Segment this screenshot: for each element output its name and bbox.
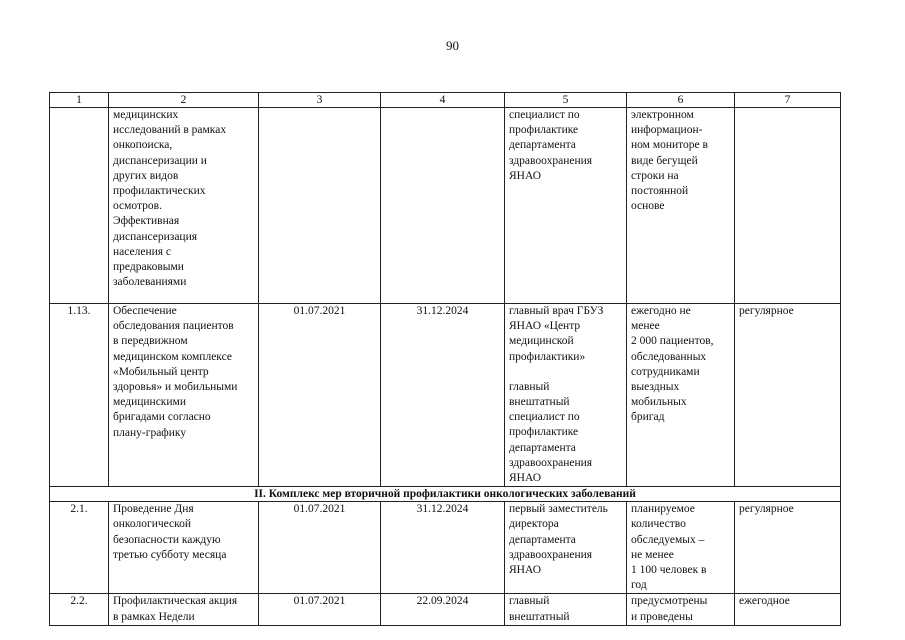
cell-number: 2.1. [50,502,109,594]
cell-end-date: 31.12.2024 [381,304,505,487]
section-row [50,487,841,502]
column-header: 1 [50,93,109,108]
table-row-continued [50,108,841,304]
cell-responsible: главный внештатный [505,594,627,626]
table-row-2-1 [50,502,841,594]
column-header: 2 [109,93,259,108]
cell-event-name: Обеспечение обследования пациентов в передвижном медицинском комплексе «Мобильный центр здоровья» и мобильными медицинскими бригадами согласно плану-графику [109,304,259,487]
cell-end-date: 22.09.2024 [381,594,505,626]
cell-start-date: 01.07.2021 [259,594,381,626]
cell-event-name: Проведение Дня онкологической безопасности каждую третью субботу месяца [109,502,259,594]
section-title: II. Комплекс мер вторичной профилактики онкологических заболеваний [50,487,841,502]
cell-number: 2.2. [50,594,109,626]
cell-responsible: специалист по профилактике департамента здравоохранения ЯНАО [505,108,627,304]
page-number: 90 [446,38,459,53]
column-number-row [50,93,841,108]
cell-responsible: главный врач ГБУЗ ЯНАО «Центр медицинской профилактики» главный внештатный специалист по профилактике департамента здравоохранения ЯНАО [505,304,627,487]
table-row-1-13 [50,304,841,487]
cell-number: 1.13. [50,304,109,487]
column-header: 7 [735,93,841,108]
cell-end-date: 31.12.2024 [381,502,505,594]
cell-indicator: планируемое количество обследуемых – не менее 1 100 человек в год [627,502,735,594]
cell-end-date [381,108,505,304]
cell-indicator: предусмотрены и проведены [627,594,735,626]
cell-periodicity [735,108,841,304]
cell-periodicity: регулярное [735,304,841,487]
table-row-2-2 [50,594,841,626]
cell-event-name: медицинских исследований в рамках онкопоиска, диспансеризации и других видов профилактических осмотров. Эффективная диспансеризация населения с предраковыми заболеваниями [109,108,259,304]
cell-start-date: 01.07.2021 [259,502,381,594]
cell-indicator: ежегодно не менее 2 000 пациентов, обследованных сотрудниками выездных мобильных бригад [627,304,735,487]
column-header: 4 [381,93,505,108]
column-header: 6 [627,93,735,108]
cell-event-name: Профилактическая акция в рамках Недели [109,594,259,626]
cell-number [50,108,109,304]
cell-periodicity: ежегодное [735,594,841,626]
cell-indicator: электронном информацион- ном мониторе в виде бегущей строки на постоянной основе [627,108,735,304]
cell-start-date: 01.07.2021 [259,304,381,487]
column-header: 5 [505,93,627,108]
column-header: 3 [259,93,381,108]
cell-periodicity: регулярное [735,502,841,594]
cell-start-date [259,108,381,304]
cell-responsible: первый заместитель директора департамента здравоохранения ЯНАО [505,502,627,594]
events-table [49,92,841,626]
